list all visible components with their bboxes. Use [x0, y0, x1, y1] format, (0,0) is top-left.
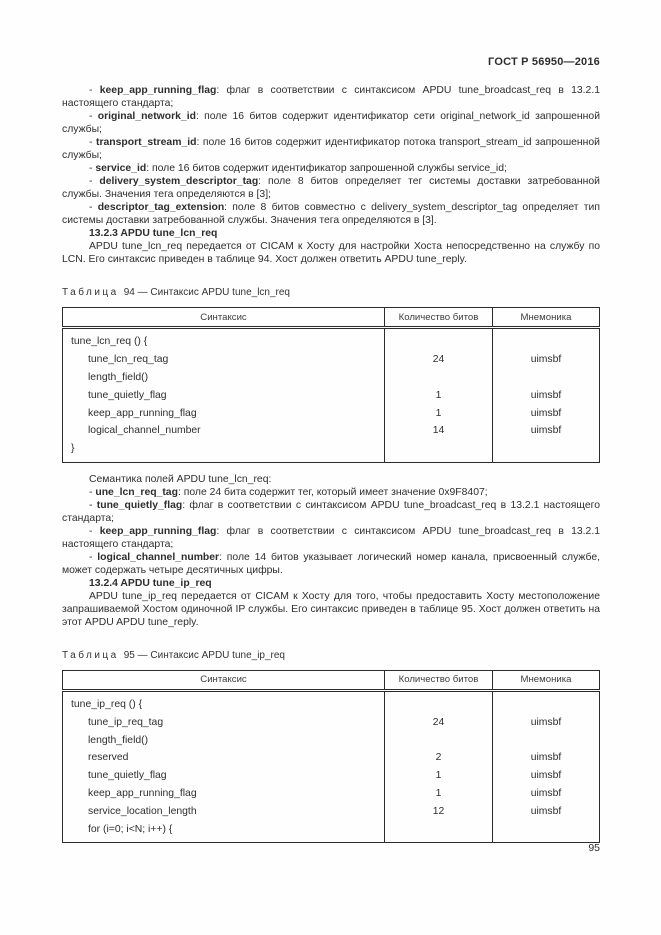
definition-term: keep_app_running_flag — [99, 525, 217, 537]
syntax-cell: } — [63, 440, 385, 462]
table-row — [63, 785, 600, 803]
mnemonic-cell: uimsbf — [493, 422, 600, 440]
table-caption-text: — Синтаксис APDU tune_ip_req — [134, 649, 285, 661]
syntax-cell: keep_app_running_flag — [63, 404, 385, 422]
column-header: Мнемоника — [493, 308, 600, 328]
syntax-table — [62, 307, 600, 463]
syntax-cell: tune_ip_req () { — [63, 690, 385, 713]
table-row — [63, 767, 600, 785]
definition-term: descriptor_tag_extension — [97, 202, 225, 213]
table-caption-text: — Синтаксис APDU tune_lcn_req — [134, 287, 290, 298]
definition-term: transport_stream_id — [95, 137, 197, 148]
mnemonic-cell — [493, 690, 600, 713]
syntax-cell: logical_channel_number — [63, 422, 385, 440]
definition-term: delivery_system_descriptor_tag — [99, 176, 259, 187]
column-header: Синтаксис — [63, 308, 385, 328]
mnemonic-cell — [493, 328, 600, 351]
table-row — [63, 422, 600, 440]
bits-cell: 12 — [385, 802, 493, 820]
paragraph: APDU tune_lcn_req передается от CICAM к Хосту для настройки Хоста непосредственно на службу по LCN. Его синтаксис приведен в таблице 94. Хост должен ответить APDU tune_reply. — [62, 241, 600, 265]
mnemonic-cell — [493, 369, 600, 387]
bits-cell: 1 — [385, 785, 493, 803]
bits-cell: 24 — [385, 351, 493, 369]
syntax-cell: tune_lcn_req () { — [63, 328, 385, 351]
definition-item: - une_lcn_req_tag: поле 24 бита содержит тег, который имеет значение 0x9F8407; — [89, 486, 488, 498]
definition-term: une_lcn_req_tag — [95, 486, 178, 498]
column-header: Синтаксис — [63, 670, 385, 690]
bits-cell — [385, 440, 493, 462]
bits-cell: 24 — [385, 713, 493, 731]
syntax-cell: keep_app_running_flag — [63, 785, 385, 803]
syntax-cell: for (i=0; i<N; i++) { — [63, 820, 385, 842]
syntax-table — [62, 670, 600, 843]
mnemonic-cell: uimsbf — [493, 767, 600, 785]
mnemonic-cell — [493, 820, 600, 842]
table-caption-word: Таблица — [62, 649, 119, 661]
page-number: 95 — [588, 842, 600, 854]
paragraph: Семантика полей APDU tune_lcn_req: — [89, 473, 272, 485]
definition-term: original_network_id — [97, 111, 196, 122]
table-row — [63, 440, 600, 462]
bits-cell: 1 — [385, 767, 493, 785]
definition-item: - original_network_id: поле 16 битов содержит идентификатор сети original_network_id запрошенной службы; — [62, 111, 600, 135]
bits-cell: 2 — [385, 749, 493, 767]
mnemonic-cell: uimsbf — [493, 713, 600, 731]
table-caption — [62, 286, 600, 299]
table-row — [63, 820, 600, 842]
column-header: Количество битов — [385, 670, 493, 690]
paragraph: APDU tune_ip_req передается от CICAM к Хосту для того, чтобы предоставить Хосту местоположение запрашиваемой Хостом одиночной IP службы. Его синтаксис приведен в таблице 95. Хост должен ответить на этот APDU APDU tune_reply. — [62, 590, 600, 628]
definition-term: logical_channel_number — [97, 551, 220, 563]
table-row — [63, 690, 600, 713]
table-header-row — [63, 308, 600, 328]
section-heading: 13.2.4 APDU tune_ip_req — [89, 577, 212, 589]
definition-item: - keep_app_running_flag: флаг в соответствии с синтаксисом APDU tune_broadcast_req в 13.2.1 настоящего стандарта; — [62, 85, 600, 109]
definition-term: service_id — [95, 163, 147, 174]
column-header: Мнемоника — [493, 670, 600, 690]
mnemonic-cell: uimsbf — [493, 351, 600, 369]
definition-item: - keep_app_running_flag: флаг в соответствии с синтаксисом APDU tune_broadcast_req в 13.2.1 настоящего стандарта; — [62, 525, 600, 550]
bits-cell — [385, 328, 493, 351]
table-row — [63, 731, 600, 749]
bits-cell: 14 — [385, 422, 493, 440]
definition-term: keep_app_running_flag — [99, 85, 217, 96]
table-header-row — [63, 670, 600, 690]
bits-cell: 1 — [385, 404, 493, 422]
definition-item: - transport_stream_id: поле 16 битов содержит идентификатор потока transport_stream_id запрошенной службы; — [62, 137, 600, 161]
running-header: ГОСТ Р 56950—2016 — [488, 56, 600, 68]
definition-item: - delivery_system_descriptor_tag: поле 8 битов определяет тег системы доставки затребованной службы. Значения тега определяются в [3]; — [62, 176, 600, 200]
table-row — [63, 351, 600, 369]
mnemonic-cell: uimsbf — [493, 749, 600, 767]
syntax-cell: service_location_length — [63, 802, 385, 820]
table-row — [63, 386, 600, 404]
definition-term: tune_quietly_flag — [96, 499, 183, 511]
table-row — [63, 749, 600, 767]
table-row — [63, 369, 600, 387]
definition-item: - service_id: поле 16 битов содержит идентификатор запрошенной службы service_id; — [89, 163, 507, 174]
table-caption — [62, 649, 600, 662]
mnemonic-cell: uimsbf — [493, 386, 600, 404]
table-row — [63, 713, 600, 731]
table-caption-word: Таблица — [62, 287, 119, 298]
definition-item: - descriptor_tag_extension: поле 8 битов совместно с delivery_system_descriptor_tag определяет тип системы доставки затребованной службы. Значения тега определяются в [3]. — [62, 202, 600, 226]
syntax-cell: reserved — [63, 749, 385, 767]
column-header: Количество битов — [385, 308, 493, 328]
syntax-cell: tune_ip_req_tag — [63, 713, 385, 731]
syntax-cell: length_field() — [63, 369, 385, 387]
bits-cell: 1 — [385, 386, 493, 404]
syntax-cell: tune_lcn_req_tag — [63, 351, 385, 369]
mnemonic-cell — [493, 440, 600, 462]
definition-item: - tune_quietly_flag: флаг в соответствии с синтаксисом APDU tune_broadcast_req в 13.2.1 настоящего стандарта; — [62, 499, 600, 524]
bits-cell — [385, 690, 493, 713]
mnemonic-cell — [493, 731, 600, 749]
syntax-cell: length_field() — [63, 731, 385, 749]
syntax-cell: tune_quietly_flag — [63, 386, 385, 404]
table-row — [63, 802, 600, 820]
bits-cell — [385, 820, 493, 842]
bits-cell — [385, 731, 493, 749]
table-row — [63, 328, 600, 351]
mnemonic-cell: uimsbf — [493, 404, 600, 422]
document-content — [62, 84, 600, 853]
syntax-cell: tune_quietly_flag — [63, 767, 385, 785]
section-heading: 13.2.3 APDU tune_lcn_req — [89, 228, 218, 239]
definition-item: - logical_channel_number: поле 14 битов указывает логический номер канала, присвоенный службе, может содержать четыре десятичных цифры. — [62, 551, 600, 576]
mnemonic-cell: uimsbf — [493, 802, 600, 820]
table-caption-number: 95 — [123, 649, 135, 661]
table-caption-number: 94 — [123, 287, 135, 298]
bits-cell — [385, 369, 493, 387]
table-row — [63, 404, 600, 422]
mnemonic-cell: uimsbf — [493, 785, 600, 803]
